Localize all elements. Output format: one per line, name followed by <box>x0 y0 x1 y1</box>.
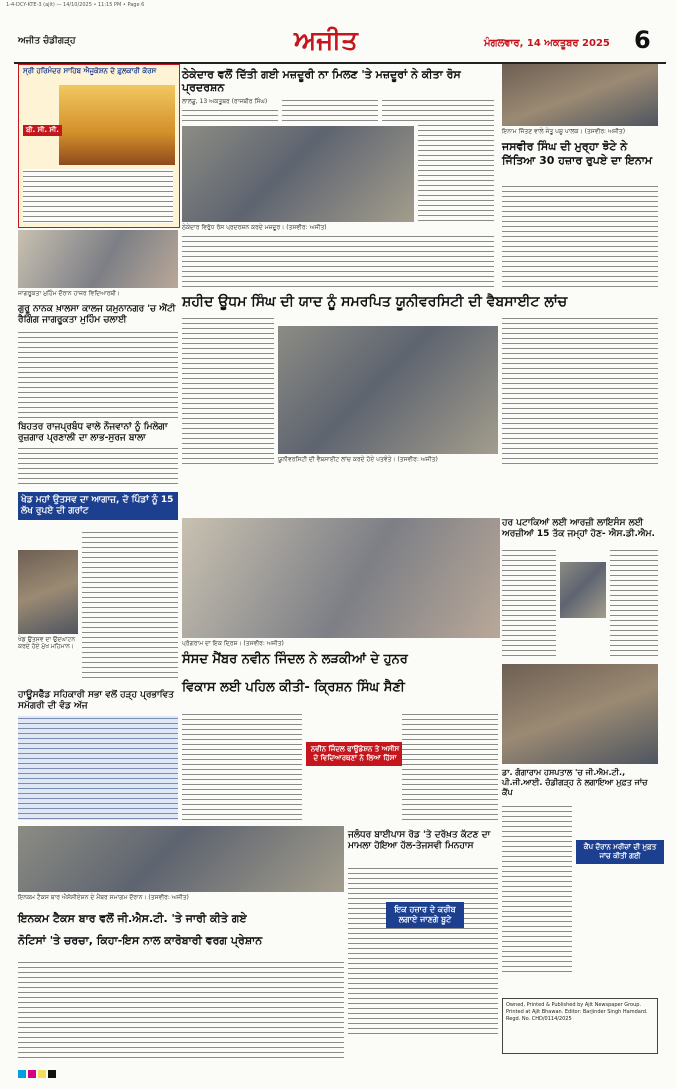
page-number: 6 <box>634 26 651 54</box>
income-tax-text <box>18 960 344 1060</box>
headline-licence: ਹਰ ਪਟਾਕਿਆਂ ਲਈ ਆਰਜ਼ੀ ਲਾਇਸੰਸ ਲਈ ਅਰਜ਼ੀਆਂ 15 ਤੱਕ ਜਮ੍ਹਾਂ ਹੋਣ- ਐਸ.ਡੀ.ਐਮ. <box>502 518 655 539</box>
caption-labour-protest: ਠੇਕੇਦਾਰ ਵਿਰੁੱਧ ਰੋਸ ਪ੍ਰਦਰਸ਼ਨ ਕਰਦੇ ਮਜ਼ਦੂਰ। (ਤਸਵੀਰ: ਅਜੀਤ) <box>182 224 327 231</box>
issue-date: ਮੰਗਲਵਾਰ, 14 ਅਕਤੂਬਰ 2025 <box>484 38 610 49</box>
headline-naveen-jindal-1: ਸੰਸਦ ਮੈਂਬਰ ਨਵੀਨ ਜਿੰਦਲ ਨੇ ਲੜਕੀਆਂ ਦੇ ਹੁਨਰ <box>182 652 408 667</box>
youth-text <box>18 446 178 488</box>
ad-block <box>18 64 180 228</box>
headline-income-tax-1: ਇਨਕਮ ਟੈਕਸ ਬਾਰ ਵਲੋਂ ਜੀ.ਐਸ.ਟੀ. 'ਤੇ ਜਾਰੀ ਕੀਤੇ ਗਏ <box>18 912 247 925</box>
caption-buffalo: ਇਨਾਮ ਜਿੱਤਣ ਵਾਲੇ ਜੇਤੂ ਪਸ਼ੂ ਪਾਲਕ। (ਤਸਵੀਰ: ਅਜੀਤ) <box>502 128 626 135</box>
caption-university: ਯੂਨੀਵਰਸਿਟੀ ਦੀ ਵੈਬਸਾਈਟ ਲਾਂਚ ਕਰਦੇ ਹੋਏ ਪਤਵੰਤੇ। (ਤਸਵੀਰ: ਅਜੀਤ) <box>278 456 438 463</box>
jalandhar-text <box>348 866 498 1034</box>
reg-magenta <box>28 1070 36 1078</box>
caption-khalsa-college: ਜਾਗਰੂਕਤਾ ਮੁਹਿੰਮ ਦੌਰਾਨ ਹਾਜ਼ਰ ਵਿਦਿਆਰਥੀ। <box>18 290 121 297</box>
eye-camp-text <box>502 804 572 974</box>
photo-naveen-jindal <box>182 518 500 638</box>
headline-buffalo: ਜਸਵੀਰ ਸਿੰਘ ਦੀ ਮੁਰ੍ਹਾ ਝੋਟੇ ਨੇ ਜਿੱਤਿਆ 30 ਹਜ਼ਾਰ ਰੁਪਏ ਦਾ ਇਨਾਮ <box>502 140 653 167</box>
photo-income-tax <box>18 826 344 892</box>
ad-body <box>23 169 173 223</box>
photo-buffalo <box>502 64 658 126</box>
khalsa-text <box>18 330 178 418</box>
headline-sports-grant: ਖੇਡ ਮਹਾਂ ਉਤਸਵ ਦਾ ਆਗਾਜ਼, ਦੋ ਪਿੰਡਾਂ ਨੂੰ 15 ਲੱਖ ਰੁਪਏ ਦੀ ਗਰਾਂਟ <box>18 492 178 520</box>
licence-text-b <box>610 548 658 656</box>
buffalo-text <box>502 184 658 288</box>
labour-text-col2 <box>282 98 378 123</box>
labour-text-lower <box>182 234 494 288</box>
ad-title: ਸ੍ਰੀ ਹਰਿਮੰਦਰ ਸਾਹਿਬ ਐਜੂਕੇਸ਼ਨ ਦੇ ਫ਼ੁਲਕਾਰੀ ਕੋਰਸ <box>23 67 157 75</box>
reg-yellow <box>38 1070 46 1078</box>
photo-university <box>278 326 498 454</box>
photo-labour-protest <box>182 126 414 222</box>
imprint-text: Owned, Printed & Published by Ajit Newspaper Group. Printed at Ajit Bhawan. Editor: Barjinder Singh Hamdard. Regd. No. CHD/0114/2025 <box>506 1002 648 1022</box>
header <box>14 26 666 62</box>
masthead-logo: ਅਜੀਤ <box>294 26 358 56</box>
licence-text <box>502 548 556 656</box>
callout-eye-camp: ਕੈਂਪ ਦੌਰਾਨ ਮਰੀਜ਼ਾਂ ਦੀ ਮੁਫ਼ਤ ਜਾਂਚ ਕੀਤੀ ਗਈ <box>576 840 664 864</box>
headline-income-tax-2: ਨੋਟਿਸਾਂ 'ਤੇ ਚਰਚਾ, ਕਿਹਾ-ਇਸ ਨਾਲ ਕਾਰੋਬਾਰੀ ਵਰਗ ਪ੍ਰੇਸ਼ਾਨ <box>18 934 263 947</box>
caption-sports: ਖੇਡ ਉਤਸਵ ਦਾ ਉਦਘਾਟਨ ਕਰਦੇ ਹੋਏ ਮੁੱਖ ਮਹਿਮਾਨ। <box>18 636 76 650</box>
reg-cyan <box>18 1070 26 1078</box>
ad-badge: ਬੀ. ਸੀ. ਸੀ. <box>23 125 62 136</box>
photo-licence <box>560 562 606 618</box>
imprint-box <box>502 998 658 1054</box>
caption-income-tax: ਇਨਕਮ ਟੈਕਸ ਬਾਰ ਐਸੋਸੀਏਸ਼ਨ ਦੇ ਮੈਂਬਰ ਸਮਾਗਮ ਦੌਰਾਨ। (ਤਸਵੀਰ: ਅਜੀਤ) <box>18 894 189 901</box>
dateline-labour: ਲਾਲੜੂ, 13 ਅਕਤੂਬਰ (ਰਾਜਬੀਰ ਸਿੰਘ) <box>182 98 268 105</box>
headline-jalandhar-road: ਜਲੰਧਰ ਬਾਈਪਾਸ ਰੋਡ 'ਤੇ ਦਰੱਖ਼ਤ ਕੱਟਣ ਦਾ ਮਾਮਲਾ ਹੋਇਆ ਹੱਲ-ਤੇਜਸਵੀ ਮਿਨਹਾਸ <box>348 830 491 851</box>
headline-youth: ਬਿਹਤਰ ਰਾਜਪ੍ਰਬੰਧ ਵਾਲੇ ਨੌਜਵਾਨਾਂ ਨੂੰ ਮਿਲੇਗਾ ਰੁਜ਼ਗਾਰ ਪ੍ਰਣਾਲੀ ਦਾ ਲਾਭ-ਸੁਰਜ ਬਾਲਾ <box>18 422 168 443</box>
headline-naveen-jindal-2: ਵਿਕਾਸ ਲਈ ਪਹਿਲ ਕੀਤੀ- ਕ੍ਰਿਸ਼ਨ ਸਿੰਘ ਸੈਣੀ <box>182 680 405 695</box>
headline-labour-protest: ਠੇਕੇਦਾਰ ਵਲੋਂ ਦਿੱਤੀ ਗਈ ਮਜ਼ਦੂਰੀ ਨਾ ਮਿਲਣ 'ਤੇ ਮਜ਼ਦੂਰਾਂ ਨੇ ਕੀਤਾ ਰੋਸ ਪ੍ਰਦਰਸ਼ਨ <box>182 68 461 94</box>
registration-marks <box>18 1070 658 1078</box>
ad-image <box>59 85 175 165</box>
photo-eye-camp <box>502 664 658 764</box>
callout-naveen-jindal: ਨਵੀਨ ਜਿੰਦਲ ਫਾਊਂਡੇਸ਼ਨ ਤੇ ਅਸੀਸ ਦੇ ਵਿਦਿਆਰਥਣਾਂ ਨੇ ਲਿਆ ਹਿੱਸਾ <box>306 742 404 766</box>
university-text-b <box>502 316 658 466</box>
edition-label: ਅਜੀਤ ਚੰਡੀਗੜ੍ਹ <box>18 36 76 46</box>
cooperative-text <box>18 716 178 820</box>
university-text-a <box>182 316 274 466</box>
naveen-text-a <box>182 712 302 822</box>
photo-sports <box>18 550 78 634</box>
sports-text <box>82 530 178 680</box>
page-meta-strip: 1-4-DCY-KTE-3 (ajit) — 14/10/2025 • 11:15 PM • Page 6 <box>6 2 145 8</box>
naveen-text-b <box>402 712 498 822</box>
caption-naveen-jindal: ਪ੍ਰੋਗਰਾਮ ਦਾ ਇਕ ਦ੍ਰਿਸ਼। (ਤਸਵੀਰ: ਅਜੀਤ) <box>182 640 284 647</box>
labour-text-col1 <box>182 108 278 123</box>
headline-khalsa-college: ਗੁਰੂ ਨਾਨਕ ਖ਼ਾਲਸਾ ਕਾਲਜ ਯਮੁਨਾਨਗਰ 'ਚ ਐਂਟੀ ਰੈਗਿੰਗ ਜਾਗਰੂਕਤਾ ਮੁਹਿੰਮ ਚਲਾਈ <box>18 304 176 325</box>
reg-black <box>48 1070 56 1078</box>
photo-khalsa-college <box>18 230 178 288</box>
headline-eye-camp: ਡਾ. ਗੰਗਾਰਾਮ ਹਸਪਤਾਲ 'ਚ ਜੀ.ਐਮ.ਟੀ., ਪੀ.ਜੀ.ਆਈ. ਚੰਡੀਗੜ੍ਹ ਨੇ ਲਗਾਇਆ ਮੁਫ਼ਤ ਜਾਂਚ ਕੈਂਪ <box>502 768 648 797</box>
callout-jalandhar-road: ਇਕ ਹਜ਼ਾਰ ਦੇ ਕਰੀਬ ਲਗਾਏ ਜਾਣਗੇ ਬੂਟੇ <box>386 902 464 928</box>
labour-text-col4 <box>418 98 494 223</box>
headline-cooperative: ਹਾਊਸਫੈੱਡ ਸਹਿਕਾਰੀ ਸਭਾ ਵਲੋਂ ਹੜ੍ਹ ਪ੍ਰਭਾਵਿਤ ਸਮੱਗਰੀ ਦੀ ਵੰਡ ਅੱਜ <box>18 690 174 711</box>
headline-university: ਸ਼ਹੀਦ ਊਧਮ ਸਿੰਘ ਦੀ ਯਾਦ ਨੂੰ ਸਮਰਪਿਤ ਯੂਨੀਵਰਸਿਟੀ ਦੀ ਵੈਬਸਾਈਟ ਲਾਂਚ <box>182 294 568 310</box>
